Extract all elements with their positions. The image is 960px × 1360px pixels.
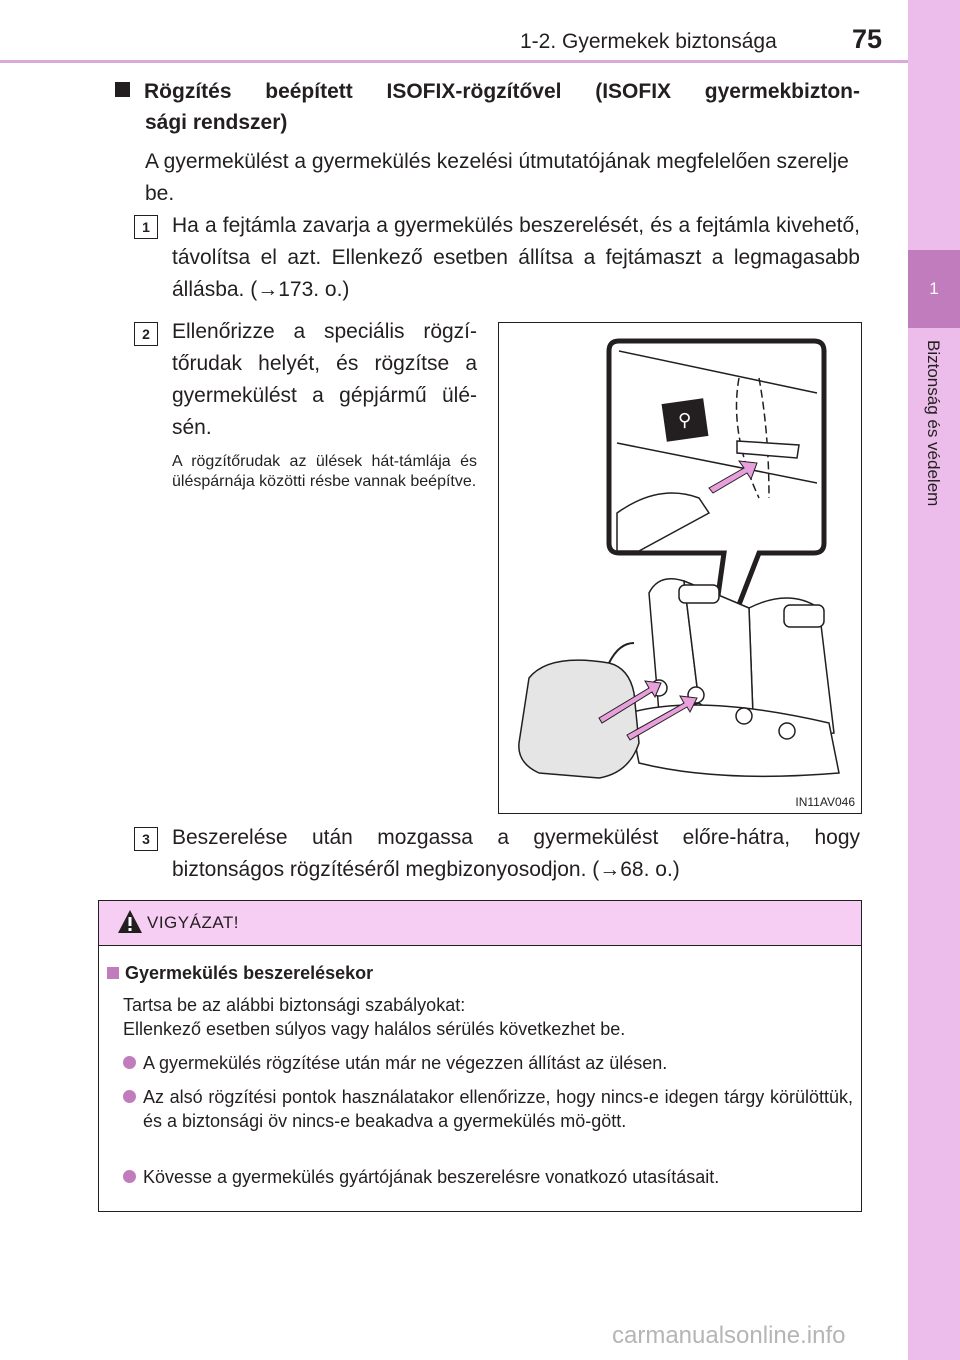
warning-bullet <box>123 1165 853 1189</box>
warning-bullet-text: Kövesse a gyermekülés gyártójának beszerelésre vonatkozó utasításait. <box>143 1167 720 1187</box>
step-1-number: 1 <box>134 215 158 239</box>
warning-intro-line1: Tartsa be az alábbi biztonsági szabályokat: <box>123 995 466 1015</box>
figure-code: IN11AV046 <box>795 795 855 809</box>
warning-square-icon <box>107 967 119 979</box>
child-seat <box>519 660 639 778</box>
warning-intro-line2: Ellenkező esetben súlyos vagy halálos sérülés következhet be. <box>123 1019 626 1039</box>
intro-paragraph: A gyermekülést a gyermekülés kezelési útmutatójának megfelelően szerelje be. <box>145 150 849 205</box>
step-2-number: 2 <box>134 322 158 346</box>
bullet-dot-icon <box>123 1056 136 1069</box>
header-divider <box>0 60 908 63</box>
svg-text:⚲: ⚲ <box>678 410 692 431</box>
bullet-dot-icon <box>123 1090 136 1103</box>
warning-intro <box>123 993 853 1041</box>
step-2-text: Ellenőrizze a speciális rögzí-tőrudak helyét, és rögzítse a gyermekülést a gépjármű ülé-sén. <box>172 320 477 439</box>
warning-subheading-text: Gyermekülés beszerelésekor <box>125 963 374 983</box>
page-number: 75 <box>852 24 883 54</box>
heading-text-line1: Rögzítés beépített ISOFIX-rögzítővel (ISOFIX gyermekbizton- <box>144 80 860 103</box>
isofix-illustration <box>498 322 862 814</box>
step-3-number: 3 <box>134 827 158 851</box>
step-3-text: Beszerelése után mozgassa a gyermekülést előre-hátra, hogy biztonságos rögzítéséről megbizonyosodjon. (→68. o.) <box>172 826 860 881</box>
chapter-side-tab <box>908 0 960 1360</box>
chapter-label: Biztonság és védelem <box>924 340 943 507</box>
warning-bullet <box>123 1085 853 1133</box>
warning-box <box>98 900 862 1212</box>
section-heading <box>115 76 860 138</box>
warning-bullet <box>123 1051 853 1075</box>
chapter-number: 1 <box>908 250 960 328</box>
section-title: 1-2. Gyermekek biztonsága <box>520 30 777 53</box>
step-2-note: A rögzítőrudak az ülések hát-támlája és üléspárnája közötti résbe vannak beépítve. <box>172 453 477 490</box>
isofix-diagram <box>499 323 861 813</box>
step-1-text: Ha a fejtámla zavarja a gyermekülés beszerelését, és a fejtámla kivehető, távolítsa el azt. Ellenkező esetben állítsa a fejtámaszt a legmagasabb állásba. (→173. o.) <box>172 214 860 301</box>
warning-bullet-text: Az alsó rögzítési pontok használatakor ellenőrizze, hogy nincs-e idegen tárgy körülöttük, és a biztonsági öv nincs-e beakadva a gyermekülés mö-gött. <box>143 1087 853 1131</box>
warning-subheading <box>107 963 373 984</box>
warning-title: VIGYÁZAT! <box>147 913 240 932</box>
warning-header <box>99 901 861 946</box>
warning-bullet-text: A gyermekülés rögzítése után már ne végezzen állítást az ülésen. <box>143 1053 668 1073</box>
watermark: carmanualsonline.info <box>612 1322 846 1349</box>
bullet-dot-icon <box>123 1170 136 1183</box>
heading-text-line2: sági rendszer) <box>145 111 288 134</box>
heading-bullet-icon <box>115 82 130 97</box>
warning-icon <box>117 909 143 935</box>
